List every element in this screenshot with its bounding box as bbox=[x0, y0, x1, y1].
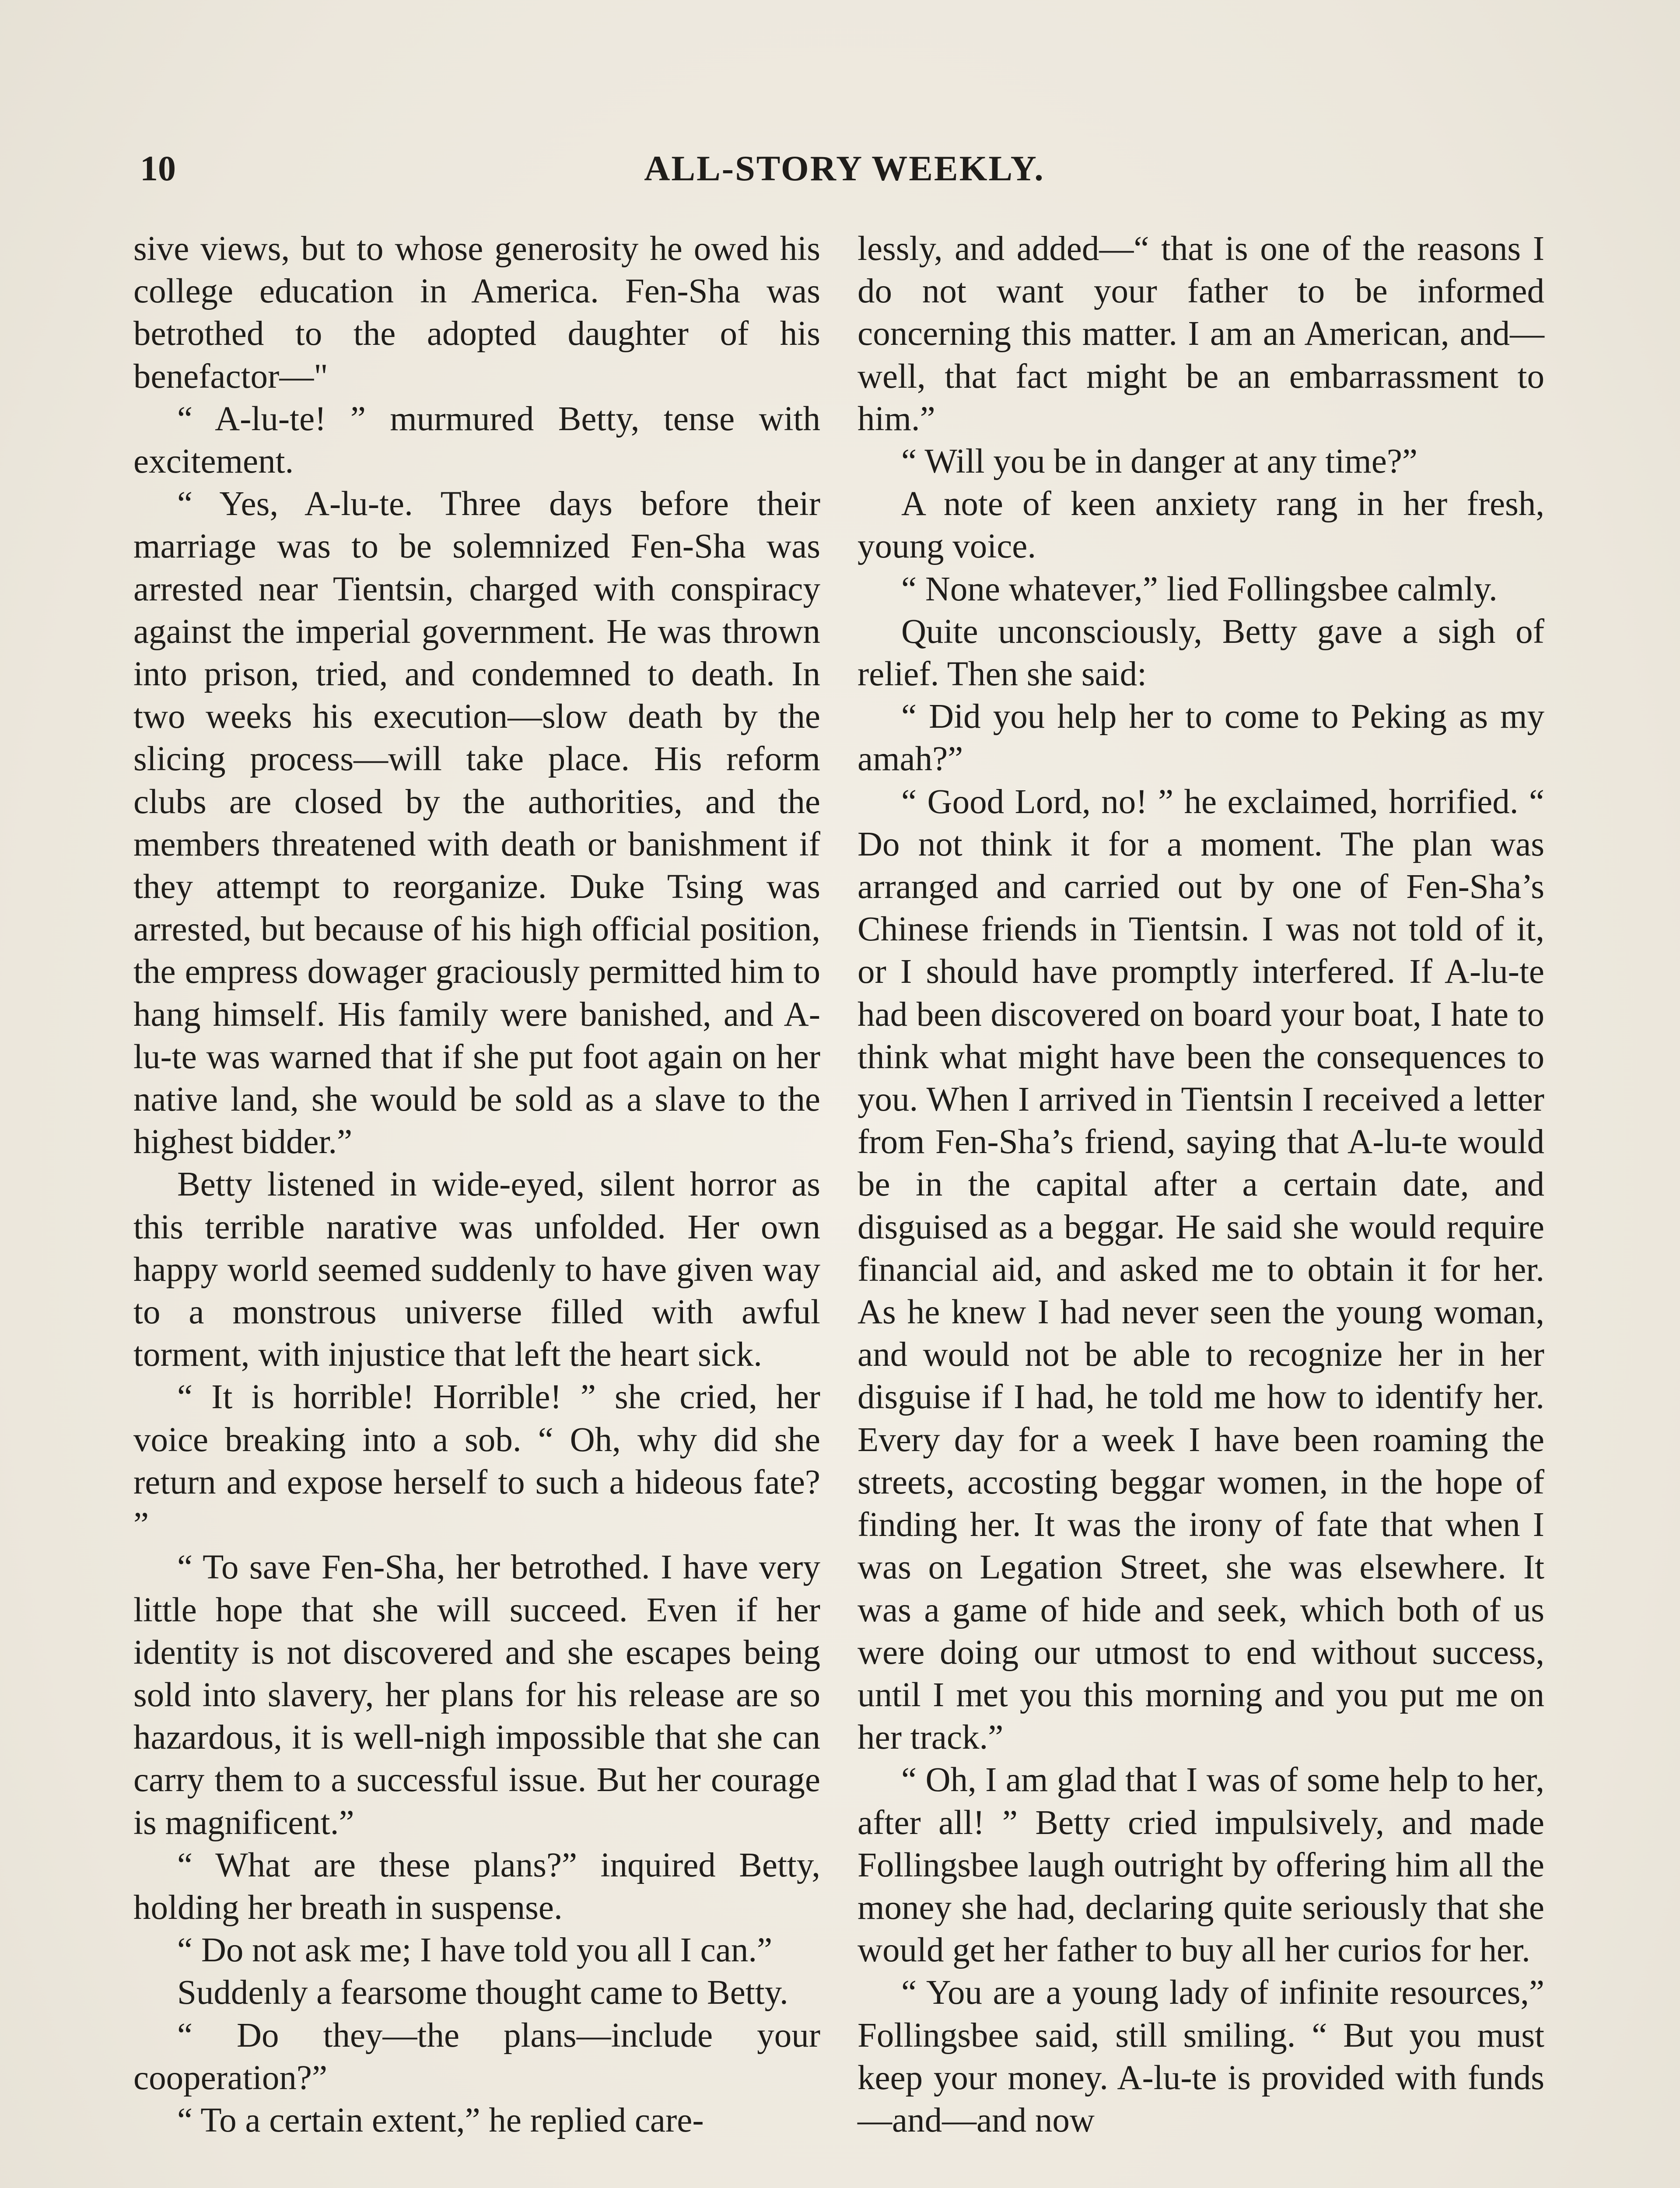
paragraph: “ Yes, A-lu-te. Three days before their marriage was to be solemnized Fen-Sha was arrested near Tientsin, charged with conspiracy against the imperial government. He was thrown into prison, tried, and condemned to death. In two weeks his execution—slow death by the slicing process—will take place. His reform clubs are closed by the authorities, and the members threatened with death or banishment if they attempt to reorganize. Duke Tsing was arrested, but because of his high official position, the empress dowager graciously permitted him to hang himself. His family were banished, and A-lu-te was warned that if she put foot again on her native land, she would be sold as a slave to the highest bidder.” bbox=[133, 485, 820, 1161]
paragraph: “ Oh, I am glad that I was of some help to her, after all! ” Betty cried impulsively, and made Follingsbee laugh outright by offering him all the money she had, declaring quite seriously that she would get her father to buy all her curios for her. bbox=[858, 1761, 1544, 1970]
paragraph: “ Did you help her to come to Peking as my amah?” bbox=[858, 698, 1544, 778]
paragraph: “ Do not ask me; I have told you all I can.” bbox=[177, 1931, 773, 1970]
page-header bbox=[140, 144, 1549, 193]
paragraph: “ None whatever,” lied Follingsbee calmly. bbox=[901, 570, 1498, 608]
paragraph: “ Will you be in danger at any time?” bbox=[901, 442, 1418, 481]
paragraph: “ You are a young lady of infinite resources,” Follingsbee said, still smiling. “ But you must keep your money. A-lu-te is provided with funds—and—and now bbox=[858, 1974, 1544, 2139]
paragraph: “ A-lu-te! ” murmured Betty, tense with excitement. bbox=[133, 400, 820, 481]
page-number: 10 bbox=[140, 148, 176, 188]
running-title: ALL-STORY WEEKLY. bbox=[644, 148, 1045, 188]
paragraph: Quite unconsciously, Betty gave a sigh of relief. Then she said: bbox=[858, 612, 1544, 694]
paragraph: Suddenly a fearsome thought came to Betty. bbox=[177, 1974, 788, 2012]
left-text-column bbox=[133, 228, 820, 2142]
right-text-column bbox=[858, 228, 1544, 2142]
paragraph: “ What are these plans?” inquired Betty, holding her breath in suspense. bbox=[133, 1846, 820, 1927]
paragraph: “ It is horrible! Horrible! ” she cried, her voice breaking into a sob. “ Oh, why did she return and expose herself to such a hideous fate? ” bbox=[133, 1378, 820, 1544]
paragraph: Betty listened in wide-eyed, silent horror as this terrible narative was unfolded. Her own happy world seemed suddenly to have given way to a monstrous universe filled with awful torment, with injustice that left the heart sick. bbox=[133, 1165, 820, 1374]
paragraph: “ Good Lord, no! ” he exclaimed, horrified. “ Do not think it for a moment. The plan was arranged and carried out by one of Fen-Sha’s Chinese friends in Tientsin. I was not told of it, or I should have promptly interfered. If A-lu-te had been discovered on board your boat, I hate to think what might have been the consequences to you. When I arrived in Tientsin I received a letter from Fen-Sha’s friend, saying that A-lu-te would be in the capital after a certain date, and disguised as a beggar. He said she would require financial aid, and asked me to obtain it for her. As he knew I had never seen the young woman, and would not be able to recognize her in her disguise if I had, he told me how to identify her. Every day for a week I have been roaming the streets, accosting beggar women, in the hope of finding her. It was the irony of fate that when I was on Legation Street, she was elsewhere. It was a game of hide and seek, which both of us were doing our utmost to end without success, until I met you this morning and you put me on her track.” bbox=[858, 782, 1544, 1757]
paragraph: “ To save Fen-Sha, her betrothed. I have very little hope that she will succeed. Even if her identity is not discovered and she escapes being sold into slavery, her plans for his release are so hazardous, it is well-nigh impossible that she can carry them to a successful issue. But her courage is magnificent.” bbox=[133, 1548, 820, 1842]
paragraph: lessly, and added—“ that is one of the reasons I do not want your father to be informed concerning this matter. I am an American, and—well, that fact might be an embarrassment to him.” bbox=[858, 230, 1544, 438]
paragraph: “ To a certain extent,” he replied care- bbox=[177, 2101, 704, 2139]
paragraph: sive views, but to whose generosity he owed his college education in America. Fen-Sha was betrothed to the adopted daughter of his benefactor—" bbox=[133, 230, 820, 396]
paragraph: A note of keen anxiety rang in her fresh, young voice. bbox=[858, 485, 1544, 566]
paragraph: “ Do they—the plans—include your cooperation?” bbox=[133, 2016, 820, 2097]
